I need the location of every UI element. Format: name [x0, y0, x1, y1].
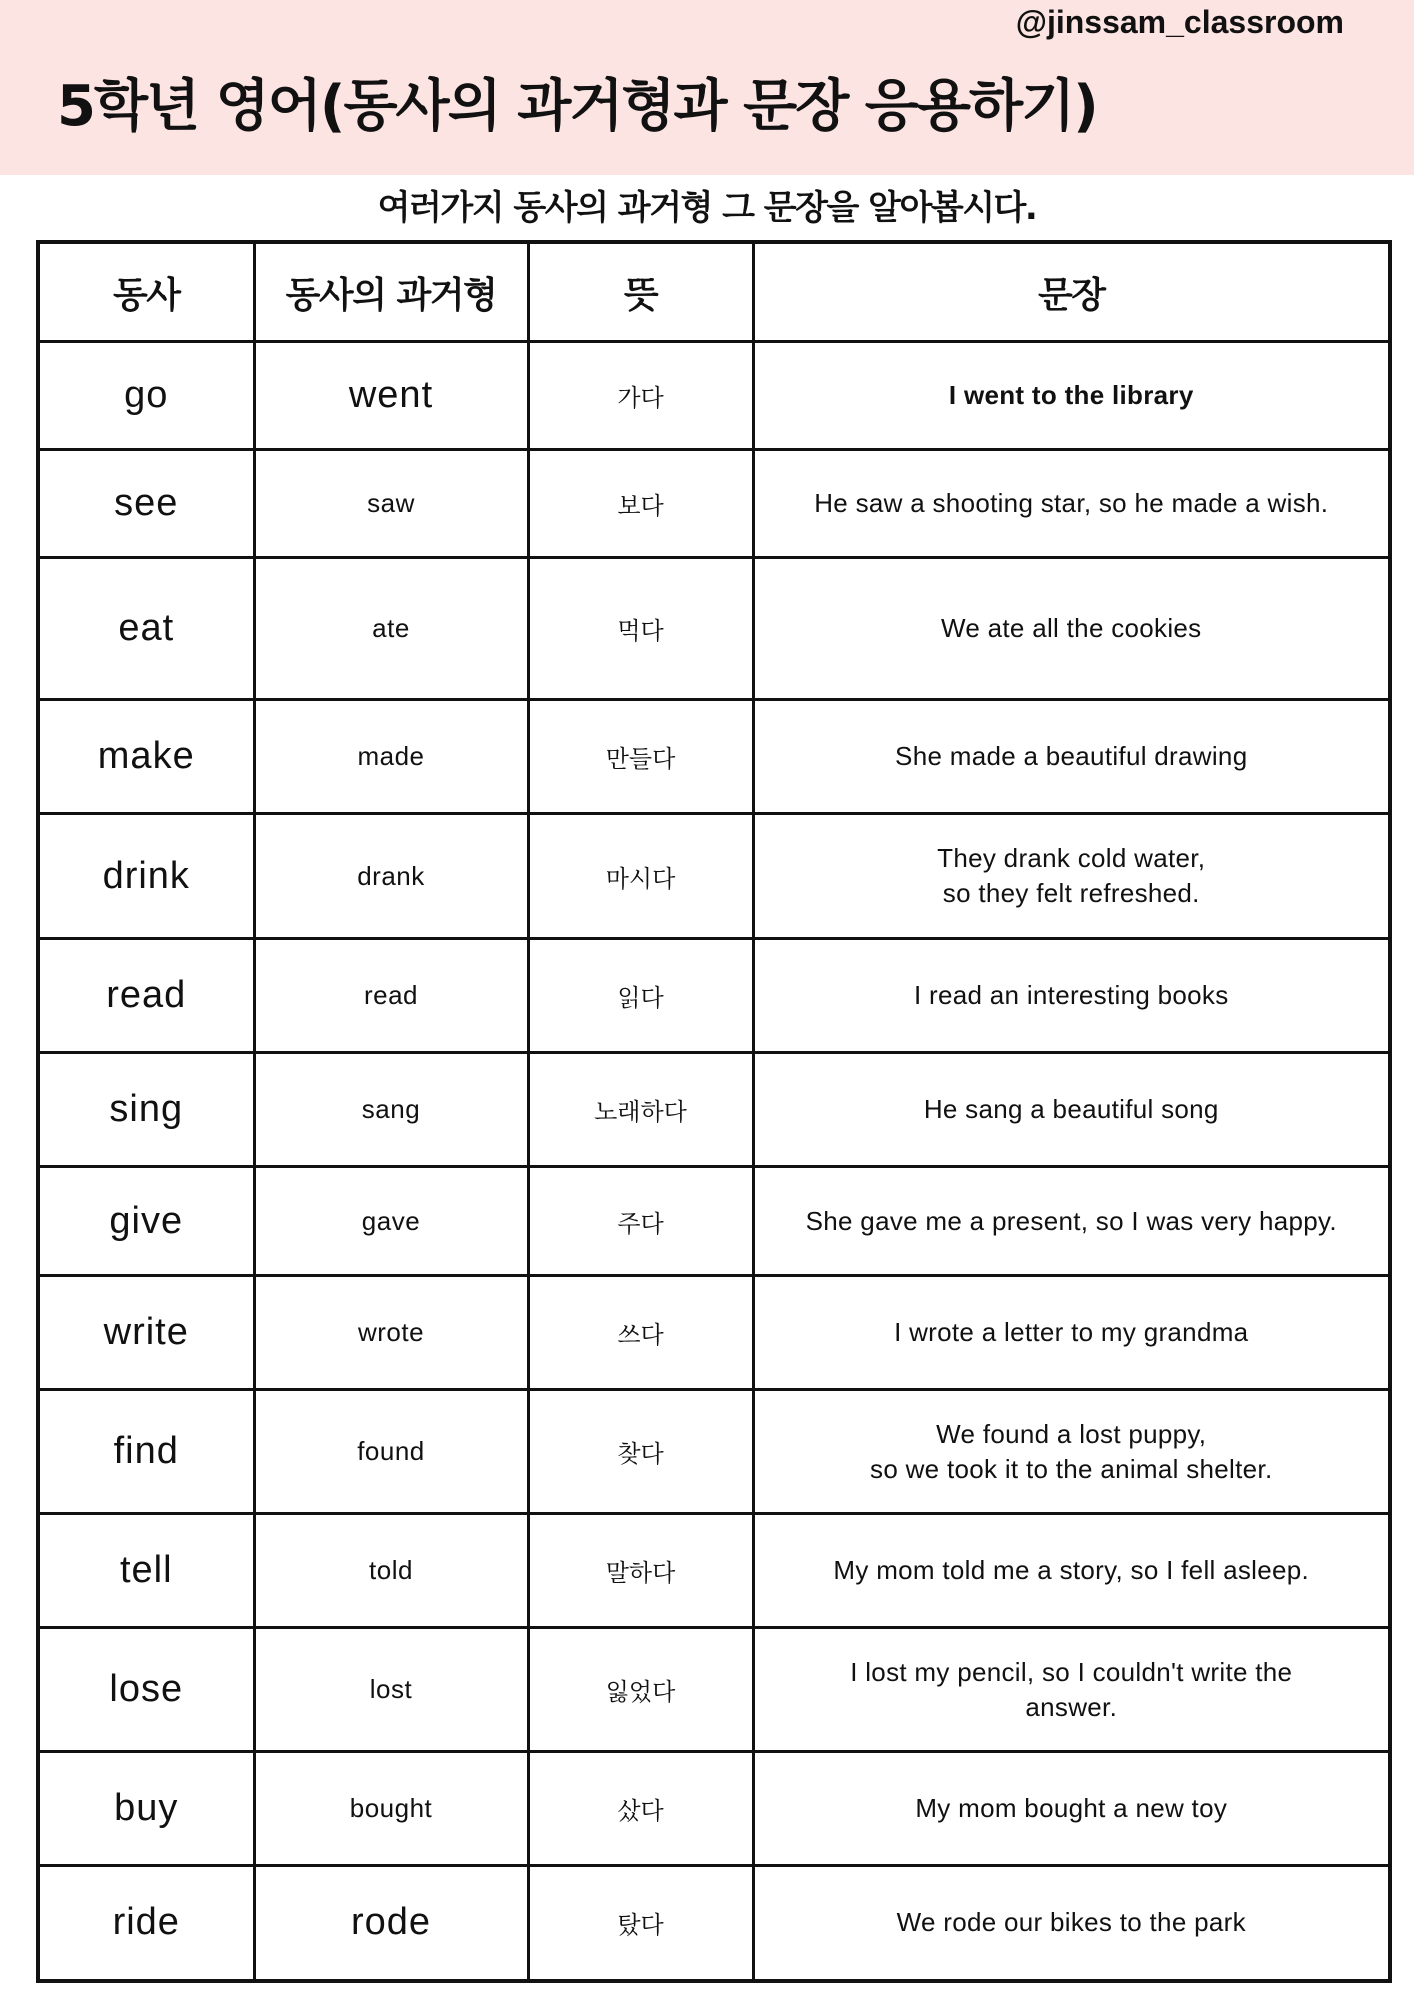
- sentence-cell: I lost my pencil, so I couldn't write the answer.: [753, 1628, 1390, 1752]
- meaning-cell: 마시다: [528, 814, 753, 939]
- meaning-cell: 만들다: [528, 700, 753, 814]
- meaning-cell: 보다: [528, 450, 753, 558]
- table-row: [38, 342, 1390, 450]
- sentence-cell: I read an interesting books: [753, 939, 1390, 1053]
- table-row: [38, 558, 1390, 700]
- sentence-cell: She gave me a present, so I was very happy.: [753, 1167, 1390, 1276]
- verb-cell: go: [38, 342, 254, 450]
- header-past-form: 동사의 과거형: [254, 242, 528, 342]
- meaning-cell: 샀다: [528, 1752, 753, 1866]
- meaning-cell: 주다: [528, 1167, 753, 1276]
- verb-cell: lose: [38, 1628, 254, 1752]
- verb-cell: eat: [38, 558, 254, 700]
- past-form-cell: wrote: [254, 1276, 528, 1390]
- table-row: [38, 814, 1390, 939]
- past-form-cell: drank: [254, 814, 528, 939]
- sentence-cell: My mom told me a story, so I fell asleep.: [753, 1514, 1390, 1628]
- header-banner: [0, 0, 1414, 175]
- table-header-row: [38, 242, 1390, 342]
- header-verb: 동사: [38, 242, 254, 342]
- meaning-cell: 먹다: [528, 558, 753, 700]
- past-form-cell: lost: [254, 1628, 528, 1752]
- sentence-cell: I wrote a letter to my grandma: [753, 1276, 1390, 1390]
- meaning-cell: 말하다: [528, 1514, 753, 1628]
- table-row: [38, 700, 1390, 814]
- verb-table: [36, 240, 1392, 1983]
- sentence-cell: I went to the library: [753, 342, 1390, 450]
- sentence-cell: We ate all the cookies: [753, 558, 1390, 700]
- author-handle: @jinssam_classroom: [1015, 4, 1344, 40]
- past-form-cell: rode: [254, 1866, 528, 1981]
- past-form-cell: saw: [254, 450, 528, 558]
- past-form-cell: went: [254, 342, 528, 450]
- meaning-cell: 찾다: [528, 1390, 753, 1514]
- sentence-cell: We rode our bikes to the park: [753, 1866, 1390, 1981]
- verb-cell: ride: [38, 1866, 254, 1981]
- table-row: [38, 1053, 1390, 1167]
- verb-cell: drink: [38, 814, 254, 939]
- sentence-cell: She made a beautiful drawing: [753, 700, 1390, 814]
- past-form-cell: found: [254, 1390, 528, 1514]
- page-subtitle: 여러가지 동사의 과거형 그 문장을 알아봅시다.: [377, 188, 1037, 228]
- verb-cell: find: [38, 1390, 254, 1514]
- header-meaning: 뜻: [528, 242, 753, 342]
- past-form-cell: made: [254, 700, 528, 814]
- page-title: 5학년 영어(동사의 과거형과 문장 응용하기): [57, 74, 1097, 139]
- verb-cell: tell: [38, 1514, 254, 1628]
- verb-cell: give: [38, 1167, 254, 1276]
- past-form-cell: bought: [254, 1752, 528, 1866]
- verb-cell: sing: [38, 1053, 254, 1167]
- verb-cell: read: [38, 939, 254, 1053]
- table-row: [38, 450, 1390, 558]
- past-form-cell: told: [254, 1514, 528, 1628]
- sentence-cell: They drank cold water, so they felt refreshed.: [753, 814, 1390, 939]
- past-form-cell: sang: [254, 1053, 528, 1167]
- sentence-cell: We found a lost puppy, so we took it to the animal shelter.: [753, 1390, 1390, 1514]
- past-form-cell: ate: [254, 558, 528, 700]
- meaning-cell: 읽다: [528, 939, 753, 1053]
- verb-cell: make: [38, 700, 254, 814]
- header-sentence: 문장: [753, 242, 1390, 342]
- meaning-cell: 잃었다: [528, 1628, 753, 1752]
- table-row: [38, 1866, 1390, 1981]
- table-body: [38, 342, 1390, 1981]
- past-form-cell: read: [254, 939, 528, 1053]
- past-form-cell: gave: [254, 1167, 528, 1276]
- table-row: [38, 1276, 1390, 1390]
- meaning-cell: 노래하다: [528, 1053, 753, 1167]
- meaning-cell: 쓰다: [528, 1276, 753, 1390]
- sentence-cell: My mom bought a new toy: [753, 1752, 1390, 1866]
- table-row: [38, 1752, 1390, 1866]
- table-row: [38, 1390, 1390, 1514]
- meaning-cell: 가다: [528, 342, 753, 450]
- verb-cell: see: [38, 450, 254, 558]
- verb-cell: buy: [38, 1752, 254, 1866]
- verb-cell: write: [38, 1276, 254, 1390]
- table-row: [38, 1628, 1390, 1752]
- table-row: [38, 939, 1390, 1053]
- meaning-cell: 탔다: [528, 1866, 753, 1981]
- table-row: [38, 1167, 1390, 1276]
- sentence-cell: He saw a shooting star, so he made a wish.: [753, 450, 1390, 558]
- sentence-cell: He sang a beautiful song: [753, 1053, 1390, 1167]
- table-row: [38, 1514, 1390, 1628]
